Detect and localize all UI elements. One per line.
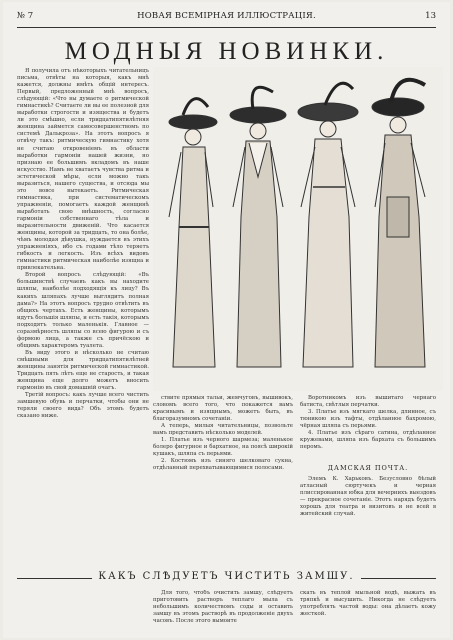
paragraph: 2. Костюмъ изъ синяго шелковаго сукна, отдѣланный перехватывающимися полосами. xyxy=(153,458,293,472)
header-rule xyxy=(17,27,436,28)
four-ladies-figure xyxy=(153,67,443,391)
paragraph: Второй вопросъ слѣдующiй: «Въ большинствѣ случаевъ какъ вы находите шляпы, наиболѣе подходящiя къ лицу? Въ какихъ шляпахъ лучше выглядитъ полная дама?» На этотъ вопросъ трудно отвѣтить въ общихъ чертахъ. Есть женщины, которымъ идутъ большiя шляпы, и есть такiя, которымъ подходятъ только маленькiя. Главное — соразмѣрность шляпы со всею фигурою и съ формою лица, а также съ причёскою и общимъ характеромъ туалета. xyxy=(17,272,149,349)
paragraph: скать въ теплой мыльной водѣ, выжать въ тряпкѣ и высушить. Никогда не слѣдуетъ употреблять частой воды: она дѣлаетъ кожу жесткой. xyxy=(300,590,436,618)
fashion-illustration xyxy=(153,67,443,391)
paragraph: ствите прямыя тальи, жемчуговъ, вышивокъ, словомъ всего того, что покажется вамъ красивымъ и изящнымъ, можетъ быть, въ благоразумномъ сочетанiи. xyxy=(153,395,293,423)
page-number: 13 xyxy=(425,11,436,21)
paragraph: 1. Платье изъ черного шармеза; маленькое болеро фигурное и бархатное, на поясѣ широкiй кушакъ, шляпа съ перьями. xyxy=(153,437,293,458)
section-title xyxy=(17,571,436,585)
middle-text-column xyxy=(153,395,293,563)
paragraph: Воротникомъ изъ вышитаго чернаго батиста, свѣтлыя перчатки. xyxy=(300,395,436,409)
paragraph: 4. Платье изъ сѣраго сатина, отдѣланное кружевами, шляпа изъ бархата съ большимъ перомъ. xyxy=(300,430,436,451)
section2-col2 xyxy=(300,590,436,634)
paragraph: Для того, чтобъ очистить замшу, слѣдуетъ приготовить растворъ теплаго мыла съ небольшимъ количествомъ соды и оставить замшу въ этомъ растворѣ въ продолженiе двухъ часовъ. После этого вымоите xyxy=(153,590,293,625)
article-title: МОДНЫЯ НОВИНКИ. xyxy=(64,38,389,65)
mail-reply xyxy=(300,476,436,562)
paragraph: Элемъ К. Харьковъ. Безусловно бѣлый атласный сюртучекъ и черная плиссированная юбка для вечернихъ выездовъ — прекрасное сочетанiе. Этотъ нарядъ будетъ хорошъ для театра и визитовъ и не всей в житейский случай. xyxy=(300,476,436,518)
magazine-title: НОВАЯ ВСЕМIРНАЯ ИЛЛЮСТРАЦIЯ. xyxy=(137,11,316,21)
magazine-page xyxy=(3,2,450,638)
section-title-text: КАКЪ СЛѢДУЕТЪ ЧИСТИТЬ ЗАМШУ. xyxy=(92,571,360,582)
right-text-column xyxy=(300,395,436,461)
section2-col1 xyxy=(153,590,293,634)
paragraph: Я получила отъ нѣкоторыхъ читательницъ письма, отвѣты на которыя, какъ мнѣ кажется, должны имѣть общiй интересъ. Первый, предложенный мнѣ вопросъ, слѣдующiй: «Что вы думаете о ритмической гимнастикѣ? Считаете ли вы ее полезной для выработки строгости и изящества и будетъ ли это смѣшно, если тридцатипятилѣтняя женщина займется самосовершенствомъ по системѣ Далькроза». На этотъ вопросъ я отвѣчу такъ: ритмическую гимнастику хотя не считаю откровенiемъ въ области выработки гармонiи нашей жизни, но признаю ее большимъ вкладомъ въ наше искусство. Намъ не хватаетъ чувства ритма и эстетической мѣры, если можно такъ выразиться, нашего существа, и отсюда мы это вовсе вытекаетъ. Ритмическая гимнастика, при систематическомъ упражненiи, помогаетъ каждой женщинѣ выработать свою внѣшность, согласно гармонiи собственнаго тѣла и выразительности движенiй. Что касается женщины, которой за тридцать, то она болѣе, чѣмъ молодая дѣвушка, нуждается въ этихъ упражненiяхъ, ибо съ годами тѣло теряетъ гибкость и легкость. Изъ всѣхъ видовъ гимнастики ритмическая наиболѣе изящна и привлекательна. xyxy=(17,68,149,272)
paragraph: Въ виду этого и нѣсколько не считаю смѣшными для тридцатипятилѣтней женщины занятiя ритмической гимнастикой. Тридцать пять лѣтъ еще не старость, и такая женщина еще долго можетъ вносить гармонiю въ свой домашнiй очагъ. xyxy=(17,349,149,392)
running-header xyxy=(17,11,436,25)
left-text-column xyxy=(17,68,149,565)
paragraph: 3. Платье изъ мягкаго шелка, длинное, съ тюникою изъ тафты, отдѣланное бахромою, чёрная шляпа съ перьями. xyxy=(300,409,436,430)
mail-heading: ДАМСКАЯ ПОЧТА. xyxy=(327,464,409,472)
paragraph: А теперь, милыя читательницы, позвольте вамъ представить нѣсколько моделей. xyxy=(153,423,293,437)
paragraph: Третiй вопросъ: какъ лучше всего чистить замшевую обувь и перчатки, чтобы они не теряли своего вида? Объ этомъ будетъ сказано ниже. xyxy=(17,392,149,420)
issue-number: № 7 xyxy=(17,11,34,21)
